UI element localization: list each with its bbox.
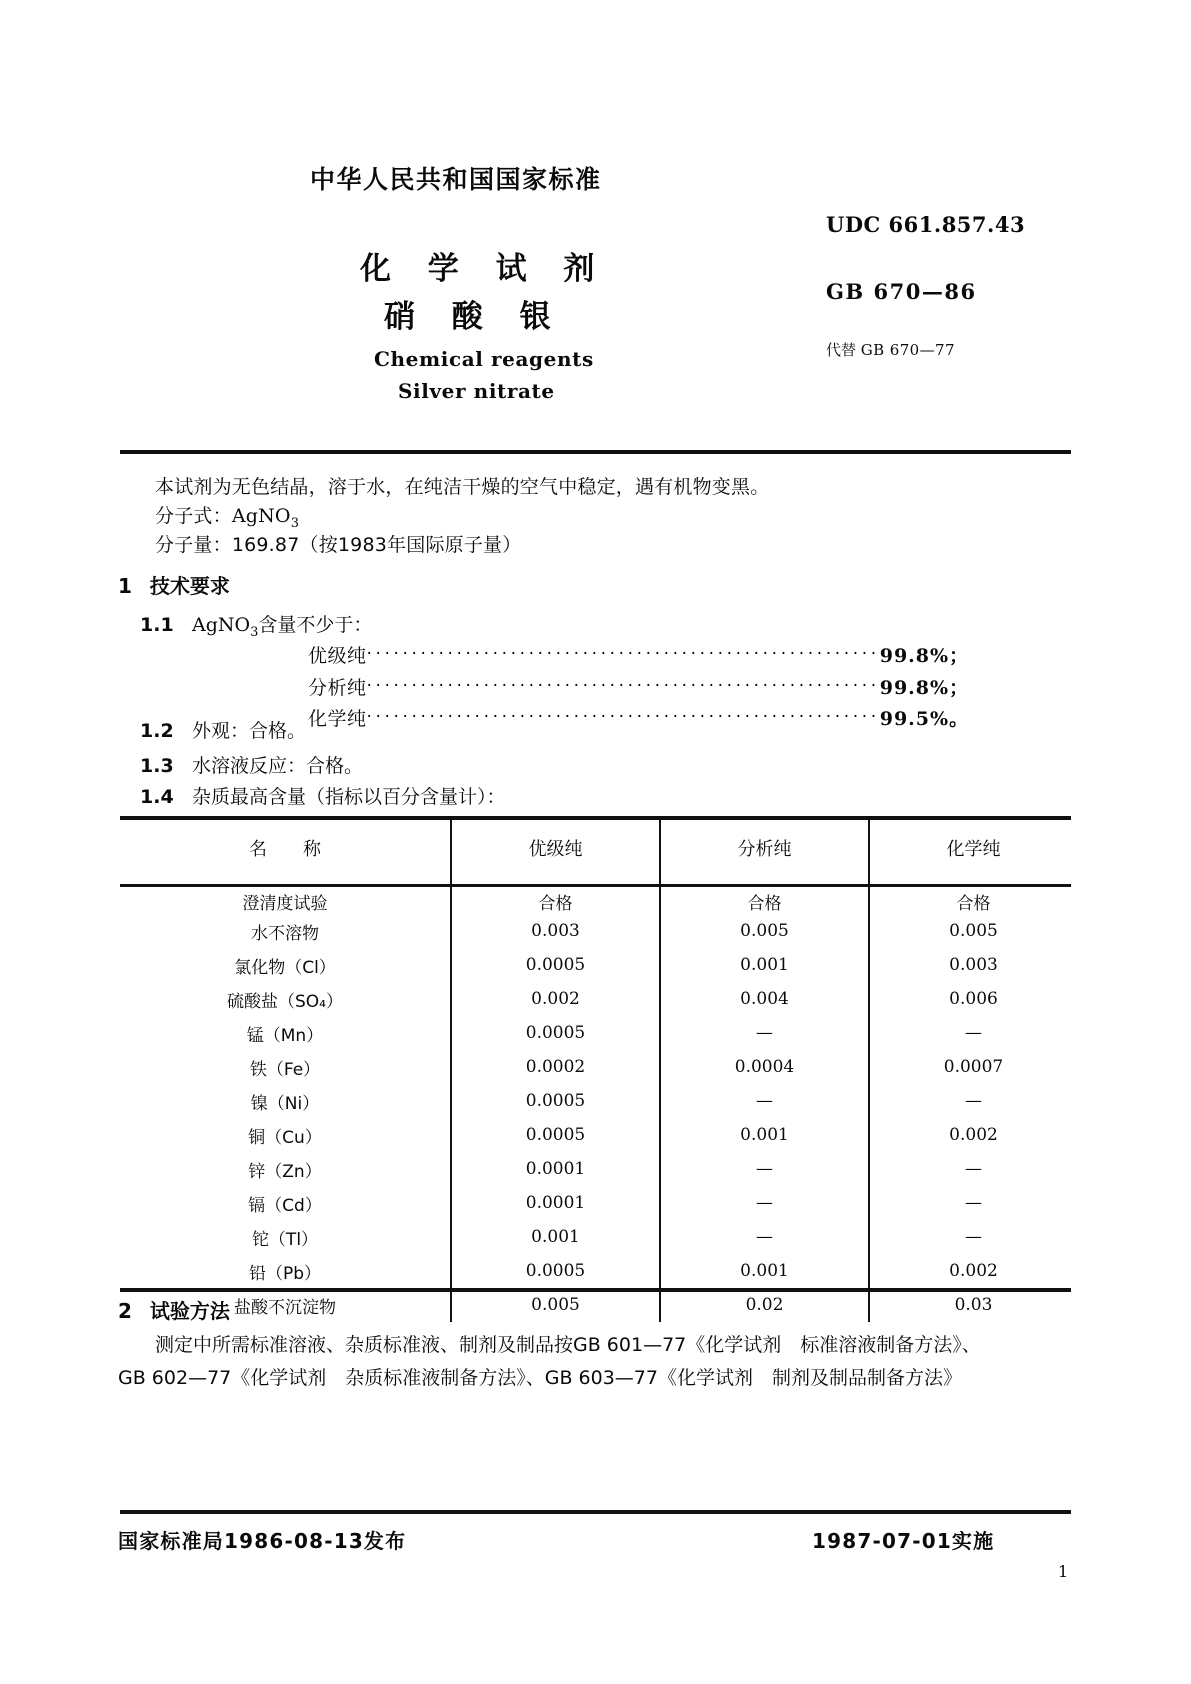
clause-1-2-text: 外观：合格。	[192, 720, 307, 742]
cell-impurity-name: 铜（Cu）	[120, 1118, 451, 1152]
cell-impurity-name: 铊（Tl）	[120, 1220, 451, 1254]
cell-value-fenxichun: 0.02	[660, 1288, 869, 1322]
purity-grade-value: 99.8%；	[879, 677, 970, 699]
clause-1-1-formula-subscript: 3	[250, 624, 259, 640]
cell-value-huaxuechun: —	[965, 1227, 982, 1247]
molecular-mass-label: 分子量：	[155, 534, 232, 556]
page-number: 1	[1058, 1562, 1069, 1581]
table-row	[120, 982, 1077, 1016]
cell-value-huaxuechun: —	[965, 1159, 982, 1179]
section-2-title: 试验方法	[149, 1299, 230, 1323]
table-row	[120, 1288, 1077, 1322]
cell-value-youjichun: 0.0005	[451, 1118, 660, 1152]
cell-value-huaxuechun: —	[965, 1091, 982, 1111]
cell-value-huaxuechun: 0.003	[949, 955, 998, 975]
clause-1-2	[140, 716, 306, 743]
cell-value-fenxichun: 0.001	[660, 1254, 869, 1288]
column-header-name: 名 称	[120, 816, 451, 880]
cell-value-fenxichun: —	[660, 1152, 869, 1186]
clause-1-1-number: 1.1	[140, 614, 174, 636]
cell-impurity-name: 澄清度试验	[120, 880, 451, 914]
cell-value-youjichun: 0.003	[451, 914, 660, 948]
table-header-rule	[120, 884, 1071, 887]
cell-value-youjichun: 0.0002	[451, 1050, 660, 1084]
cell-value-youjichun: 0.0005	[451, 1016, 660, 1050]
table-row	[120, 1016, 1077, 1050]
leader-dots: ·························································	[366, 676, 880, 696]
purity-line-fenxichun	[308, 673, 969, 700]
column-header-fenxichun: 分析纯	[660, 816, 869, 880]
footer-divider-rule	[120, 1510, 1071, 1514]
header-divider-rule	[120, 450, 1071, 454]
column-header-huaxuechun: 化学纯	[946, 839, 1001, 860]
cell-value-fenxichun: 0.001	[660, 1118, 869, 1152]
molecular-formula-label: 分子式：	[155, 505, 232, 527]
clause-1-4	[140, 782, 506, 809]
document-title-en-line2: Silver nitrate	[398, 379, 555, 403]
table-bottom-rule	[120, 1288, 1071, 1292]
table-row	[120, 914, 1077, 948]
table-row	[120, 1050, 1077, 1084]
standard-number: GB 670—86	[826, 279, 977, 304]
cell-value-huaxuechun: 0.0007	[943, 1057, 1004, 1077]
cell-value-huaxuechun: 0.002	[949, 1125, 998, 1145]
cell-value-youjichun: 0.001	[451, 1220, 660, 1254]
clause-1-3-number: 1.3	[140, 755, 174, 777]
reagent-description: 本试剂为无色结晶，溶于水，在纯洁干燥的空气中稳定，遇有机物变黑。	[155, 476, 770, 498]
cell-value-youjichun: 0.005	[451, 1288, 660, 1322]
cell-value-huaxuechun: —	[965, 1023, 982, 1043]
cell-value-youjichun: 合格	[451, 880, 660, 914]
document-title-en-line1: Chemical reagents	[374, 347, 594, 371]
leader-dots: ·························································	[366, 644, 880, 664]
cell-value-youjichun: 0.0001	[451, 1186, 660, 1220]
clause-1-2-number: 1.2	[140, 720, 174, 742]
replaces-note	[826, 339, 955, 360]
molecular-formula-line	[155, 501, 299, 531]
section-2-heading	[118, 1295, 230, 1324]
cell-value-fenxichun: —	[660, 1220, 869, 1254]
section-1-title: 技术要求	[149, 574, 230, 598]
cell-value-youjichun: 0.0005	[451, 948, 660, 982]
molecular-formula-subscript: 3	[290, 515, 300, 531]
purity-line-youjichun	[308, 641, 969, 668]
molecular-mass-line	[155, 530, 521, 557]
cell-value-huaxuechun: —	[965, 1193, 982, 1213]
purity-line-huaxuechun	[308, 704, 969, 731]
purity-grade-value: 99.5%。	[879, 708, 970, 730]
clause-1-1	[140, 610, 372, 640]
clause-1-4-text: 杂质最高含量（指标以百分含量计）：	[192, 786, 506, 808]
molecular-mass-value: 169.87（按1983年国际原子量）	[231, 534, 522, 556]
cell-impurity-name: 锰（Mn）	[120, 1016, 451, 1050]
impurity-limits-table	[120, 816, 1077, 1322]
purity-grade-label: 分析纯	[308, 677, 367, 699]
table-row	[120, 1152, 1077, 1186]
cell-value-youjichun: 0.0005	[451, 1254, 660, 1288]
leader-dots: ·························································	[366, 707, 880, 727]
table-row	[120, 1118, 1077, 1152]
cell-impurity-name: 锌（Zn）	[120, 1152, 451, 1186]
table-row	[120, 1220, 1077, 1254]
cell-impurity-name: 水不溶物	[120, 914, 451, 948]
table-row	[120, 948, 1077, 982]
cell-value-huaxuechun: 0.005	[949, 921, 998, 941]
clause-1-1-formula: AgNO	[192, 614, 251, 636]
cell-value-huaxuechun: 0.002	[949, 1261, 998, 1281]
table-header-row	[120, 816, 1077, 880]
section-1-number: 1	[118, 574, 132, 598]
table-header	[120, 816, 1077, 880]
document-title-cn-line1: 化 学 试 剂	[360, 251, 608, 287]
column-header-youjichun: 优级纯	[451, 816, 660, 880]
cell-value-youjichun: 0.002	[451, 982, 660, 1016]
table-body	[120, 880, 1077, 1322]
section-2-paragraph-line1: 测定中所需标准溶液、杂质标准液、制剂及制品按GB 601—77《化学试剂 标准溶液制备方法》、	[155, 1334, 981, 1356]
effective-statement: 1987-07-01实施	[812, 1529, 995, 1553]
clause-1-3-text: 水溶液反应：合格。	[192, 755, 364, 777]
cell-value-fenxichun: —	[660, 1084, 869, 1118]
cell-value-fenxichun: —	[660, 1186, 869, 1220]
molecular-formula-value: AgNO	[231, 505, 291, 527]
table-row	[120, 1254, 1077, 1288]
clause-1-3	[140, 751, 363, 778]
section-2-number: 2	[118, 1299, 132, 1323]
cell-impurity-name: 硫酸盐（SO₄）	[120, 982, 451, 1016]
table-top-rule	[120, 816, 1071, 820]
cell-value-fenxichun: 0.004	[660, 982, 869, 1016]
cell-value-fenxichun: 合格	[660, 880, 869, 914]
section-1-heading	[118, 570, 230, 599]
cell-impurity-name: 铅（Pb）	[120, 1254, 451, 1288]
cell-value-youjichun: 0.0005	[451, 1084, 660, 1118]
replaces-standard-number: GB 670—77	[860, 341, 955, 359]
cell-impurity-name: 铁（Fe）	[120, 1050, 451, 1084]
cell-value-huaxuechun: 合格	[956, 894, 991, 914]
udc-code: UDC 661.857.43	[826, 212, 1026, 237]
cell-impurity-name: 氯化物（Cl）	[120, 948, 451, 982]
cell-value-huaxuechun: 0.03	[954, 1295, 993, 1315]
cell-value-huaxuechun: 0.006	[949, 989, 998, 1009]
impurity-limits-table-wrapper	[120, 816, 1071, 1322]
cell-value-fenxichun: 0.005	[660, 914, 869, 948]
section-2-paragraph-line2: GB 602—77《化学试剂 杂质标准液制备方法》、GB 603—77《化学试剂 制剂及制品制备方法》	[118, 1367, 962, 1389]
clause-1-1-text: 含量不少于：	[258, 614, 373, 636]
document-title-cn-line2: 硝 酸 银	[384, 299, 564, 335]
cell-value-youjichun: 0.0001	[451, 1152, 660, 1186]
cell-impurity-name: 镍（Ni）	[120, 1084, 451, 1118]
clause-1-4-number: 1.4	[140, 786, 174, 808]
cell-impurity-name: 盐酸不沉淀物	[120, 1288, 451, 1322]
purity-grade-label: 优级纯	[308, 645, 367, 667]
replaces-label: 代替	[826, 341, 857, 359]
national-standard-heading: 中华人民共和国国家标准	[310, 165, 602, 194]
cell-value-fenxichun: 0.0004	[660, 1050, 869, 1084]
cell-value-fenxichun: 0.001	[660, 948, 869, 982]
cell-impurity-name: 镉（Cd）	[120, 1186, 451, 1220]
issue-statement: 国家标准局1986-08-13发布	[118, 1529, 407, 1553]
purity-grade-value: 99.8%；	[879, 645, 970, 667]
cell-value-fenxichun: —	[660, 1016, 869, 1050]
purity-grade-label: 化学纯	[308, 708, 367, 730]
table-row	[120, 1084, 1077, 1118]
table-row	[120, 1186, 1077, 1220]
